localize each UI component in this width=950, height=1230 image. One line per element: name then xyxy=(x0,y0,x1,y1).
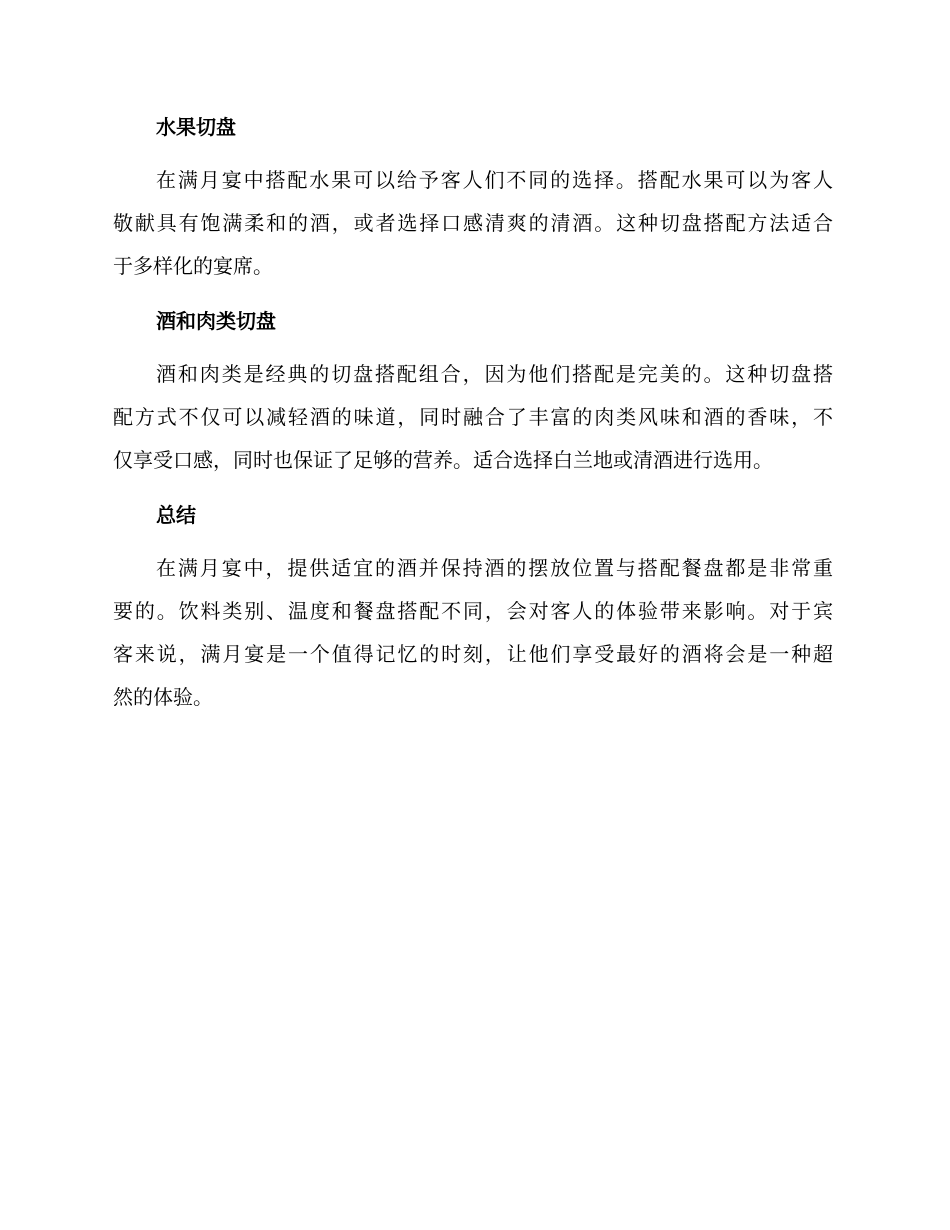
paragraph-line: 然的体验。 xyxy=(113,685,213,709)
section-paragraph-wine-meat-platter xyxy=(113,353,833,482)
paragraph-line: 敬献具有饱满柔和的酒，或者选择口感清爽的清酒。这种切盘搭配方法适合 xyxy=(113,211,833,235)
paragraph-line: 客来说，满月宴是一个值得记忆的时刻，让他们享受最好的酒将会是一种超 xyxy=(113,642,833,666)
section-heading-summary: 总结 xyxy=(156,503,196,527)
section-paragraph-fruit-platter xyxy=(113,159,833,288)
paragraph-line: 在满月宴中搭配水果可以给予客人们不同的选择。搭配水果可以为客人 xyxy=(156,168,833,192)
document-body xyxy=(113,107,833,732)
section-paragraph-summary xyxy=(113,547,833,719)
paragraph-line: 酒和肉类是经典的切盘搭配组合，因为他们搭配是完美的。这种切盘搭 xyxy=(156,362,833,386)
paragraph-line: 要的。饮料类别、温度和餐盘搭配不同，会对客人的体验带来影响。对于宾 xyxy=(113,599,833,623)
paragraph-line: 于多样化的宴席。 xyxy=(113,254,273,278)
paragraph-line: 仅享受口感，同时也保证了足够的营养。适合选择白兰地或清酒进行选用。 xyxy=(113,448,773,472)
section-heading-fruit-platter: 水果切盘 xyxy=(156,115,236,139)
section-heading-wine-meat-platter: 酒和肉类切盘 xyxy=(156,309,276,333)
paragraph-line: 配方式不仅可以减轻酒的味道，同时融合了丰富的肉类风味和酒的香味，不 xyxy=(113,405,833,429)
paragraph-line: 在满月宴中，提供适宜的酒并保持酒的摆放位置与搭配餐盘都是非常重 xyxy=(156,556,833,580)
